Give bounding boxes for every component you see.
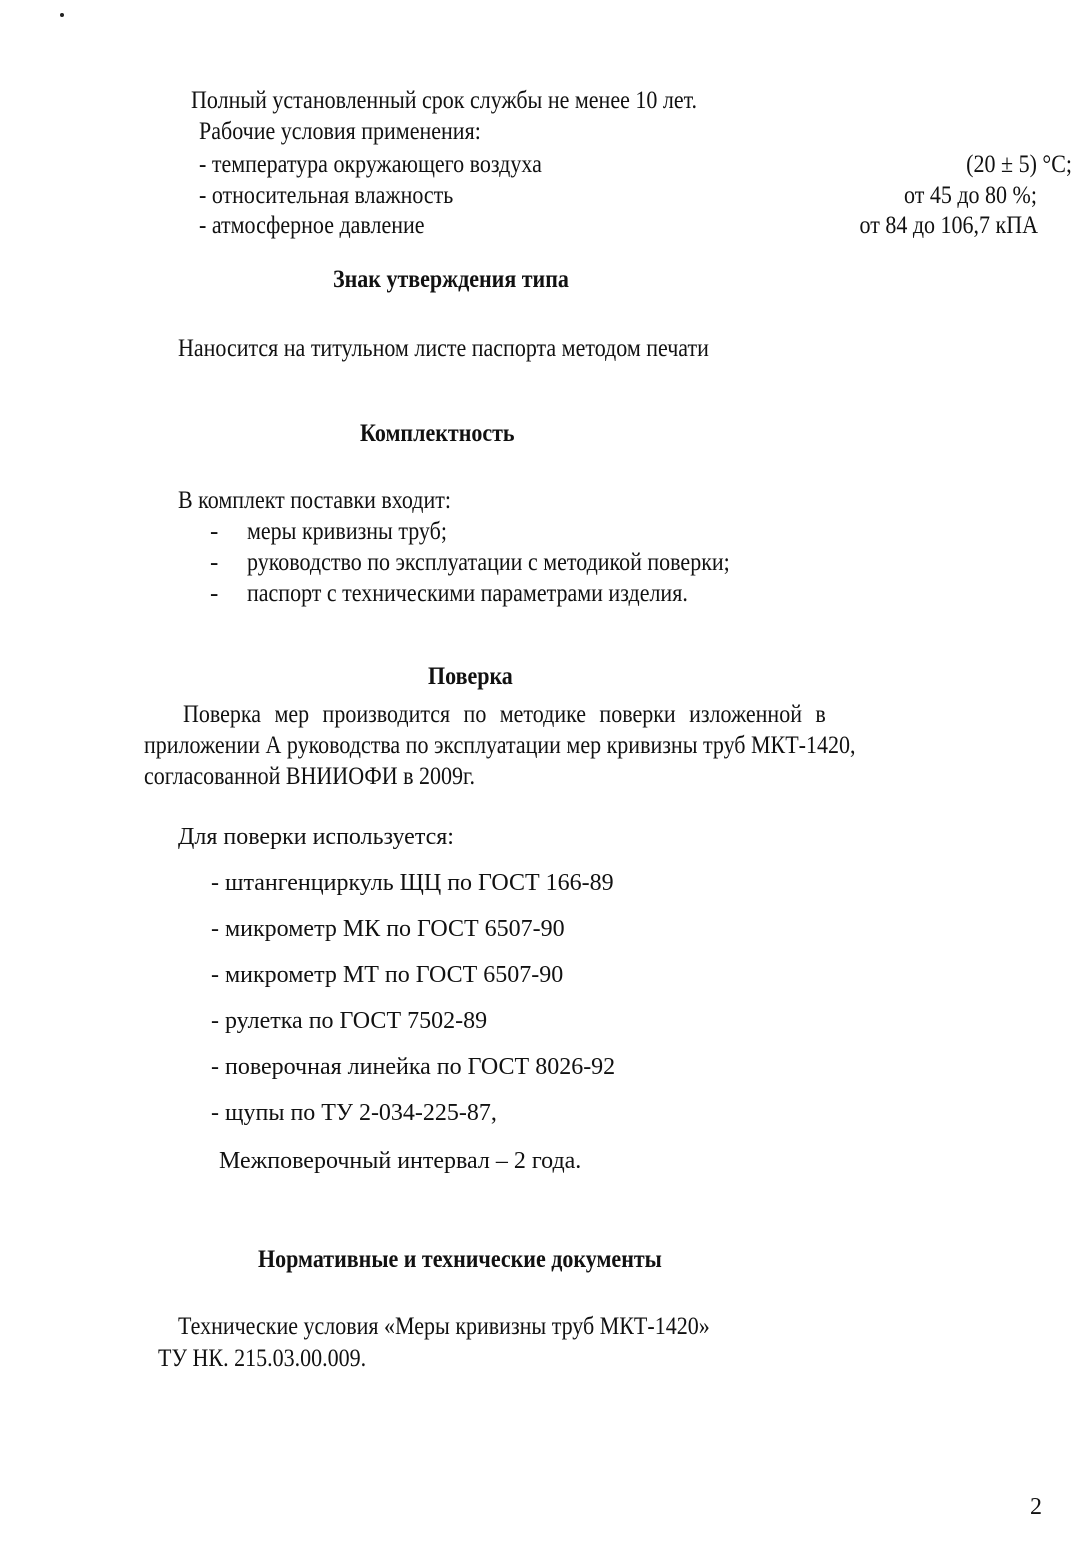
tool-item: - рулетка по ГОСТ 7502-89 [211,1008,488,1034]
verification-para-line-1: Поверка мер производится по методике поверки изложенной в [183,701,826,728]
normative-docs-heading: Нормативные и технические документы [258,1246,662,1273]
list-dash: - [210,518,219,545]
service-life-text: Полный установленный срок службы не менее 10 лет. [191,87,698,114]
tools-intro: Для поверки используется: [178,824,454,850]
list-item-text: меры кривизны труб; [247,518,447,545]
condition-value-temperature: (20 ± 5) °C; [966,151,1072,178]
type-approval-heading: Знак утверждения типа [333,266,569,293]
normative-docs-line-2: ТУ НК. 215.03.00.009. [158,1345,367,1372]
tool-item: - микрометр МТ по ГОСТ 6507-90 [211,962,564,988]
completeness-heading: Комплектность [360,420,515,447]
completeness-intro: В комплект поставки входит: [178,487,451,514]
verification-para-line-2: приложении А руководства по эксплуатации мер кривизны труб МКТ-1420, [144,732,856,759]
verification-para-line-3: согласованной ВНИИОФИ в 2009г. [144,763,476,790]
tool-item: - штангенциркуль ЩЦ по ГОСТ 166-89 [211,870,614,896]
condition-label-pressure: - атмосферное давление [199,212,425,239]
condition-label-humidity: - относительная влажность [199,182,454,209]
type-approval-text: Наносится на титульном листе паспорта методом печати [178,335,709,362]
list-dash: - [210,549,219,576]
verification-interval: Межповерочный интервал – 2 года. [219,1148,582,1174]
condition-value-humidity: от 45 до 80 %; [904,182,1037,209]
list-item-text: паспорт с техническими параметрами изделия. [247,580,688,607]
condition-label-temperature: - температура окружающего воздуха [199,151,542,178]
list-item [210,517,447,547]
list-dash: - [210,580,219,607]
normative-docs-line-1: Технические условия «Меры кривизны труб МКТ-1420» [178,1313,710,1340]
tool-item: - поверочная линейка по ГОСТ 8026-92 [211,1054,616,1080]
scan-speck [60,13,64,17]
tool-item: - щупы по ТУ 2-034-225-87, [211,1100,497,1126]
tool-item: - микрометр МК по ГОСТ 6507-90 [211,916,565,942]
verification-heading: Поверка [428,663,513,690]
operating-conditions-title: Рабочие условия применения: [199,118,481,145]
list-item [210,548,730,578]
page-number: 2 [1030,1494,1042,1520]
condition-value-pressure: от 84 до 106,7 кПА [859,212,1038,239]
list-item [210,579,688,609]
list-item-text: руководство по эксплуатации с методикой поверки; [247,549,730,576]
